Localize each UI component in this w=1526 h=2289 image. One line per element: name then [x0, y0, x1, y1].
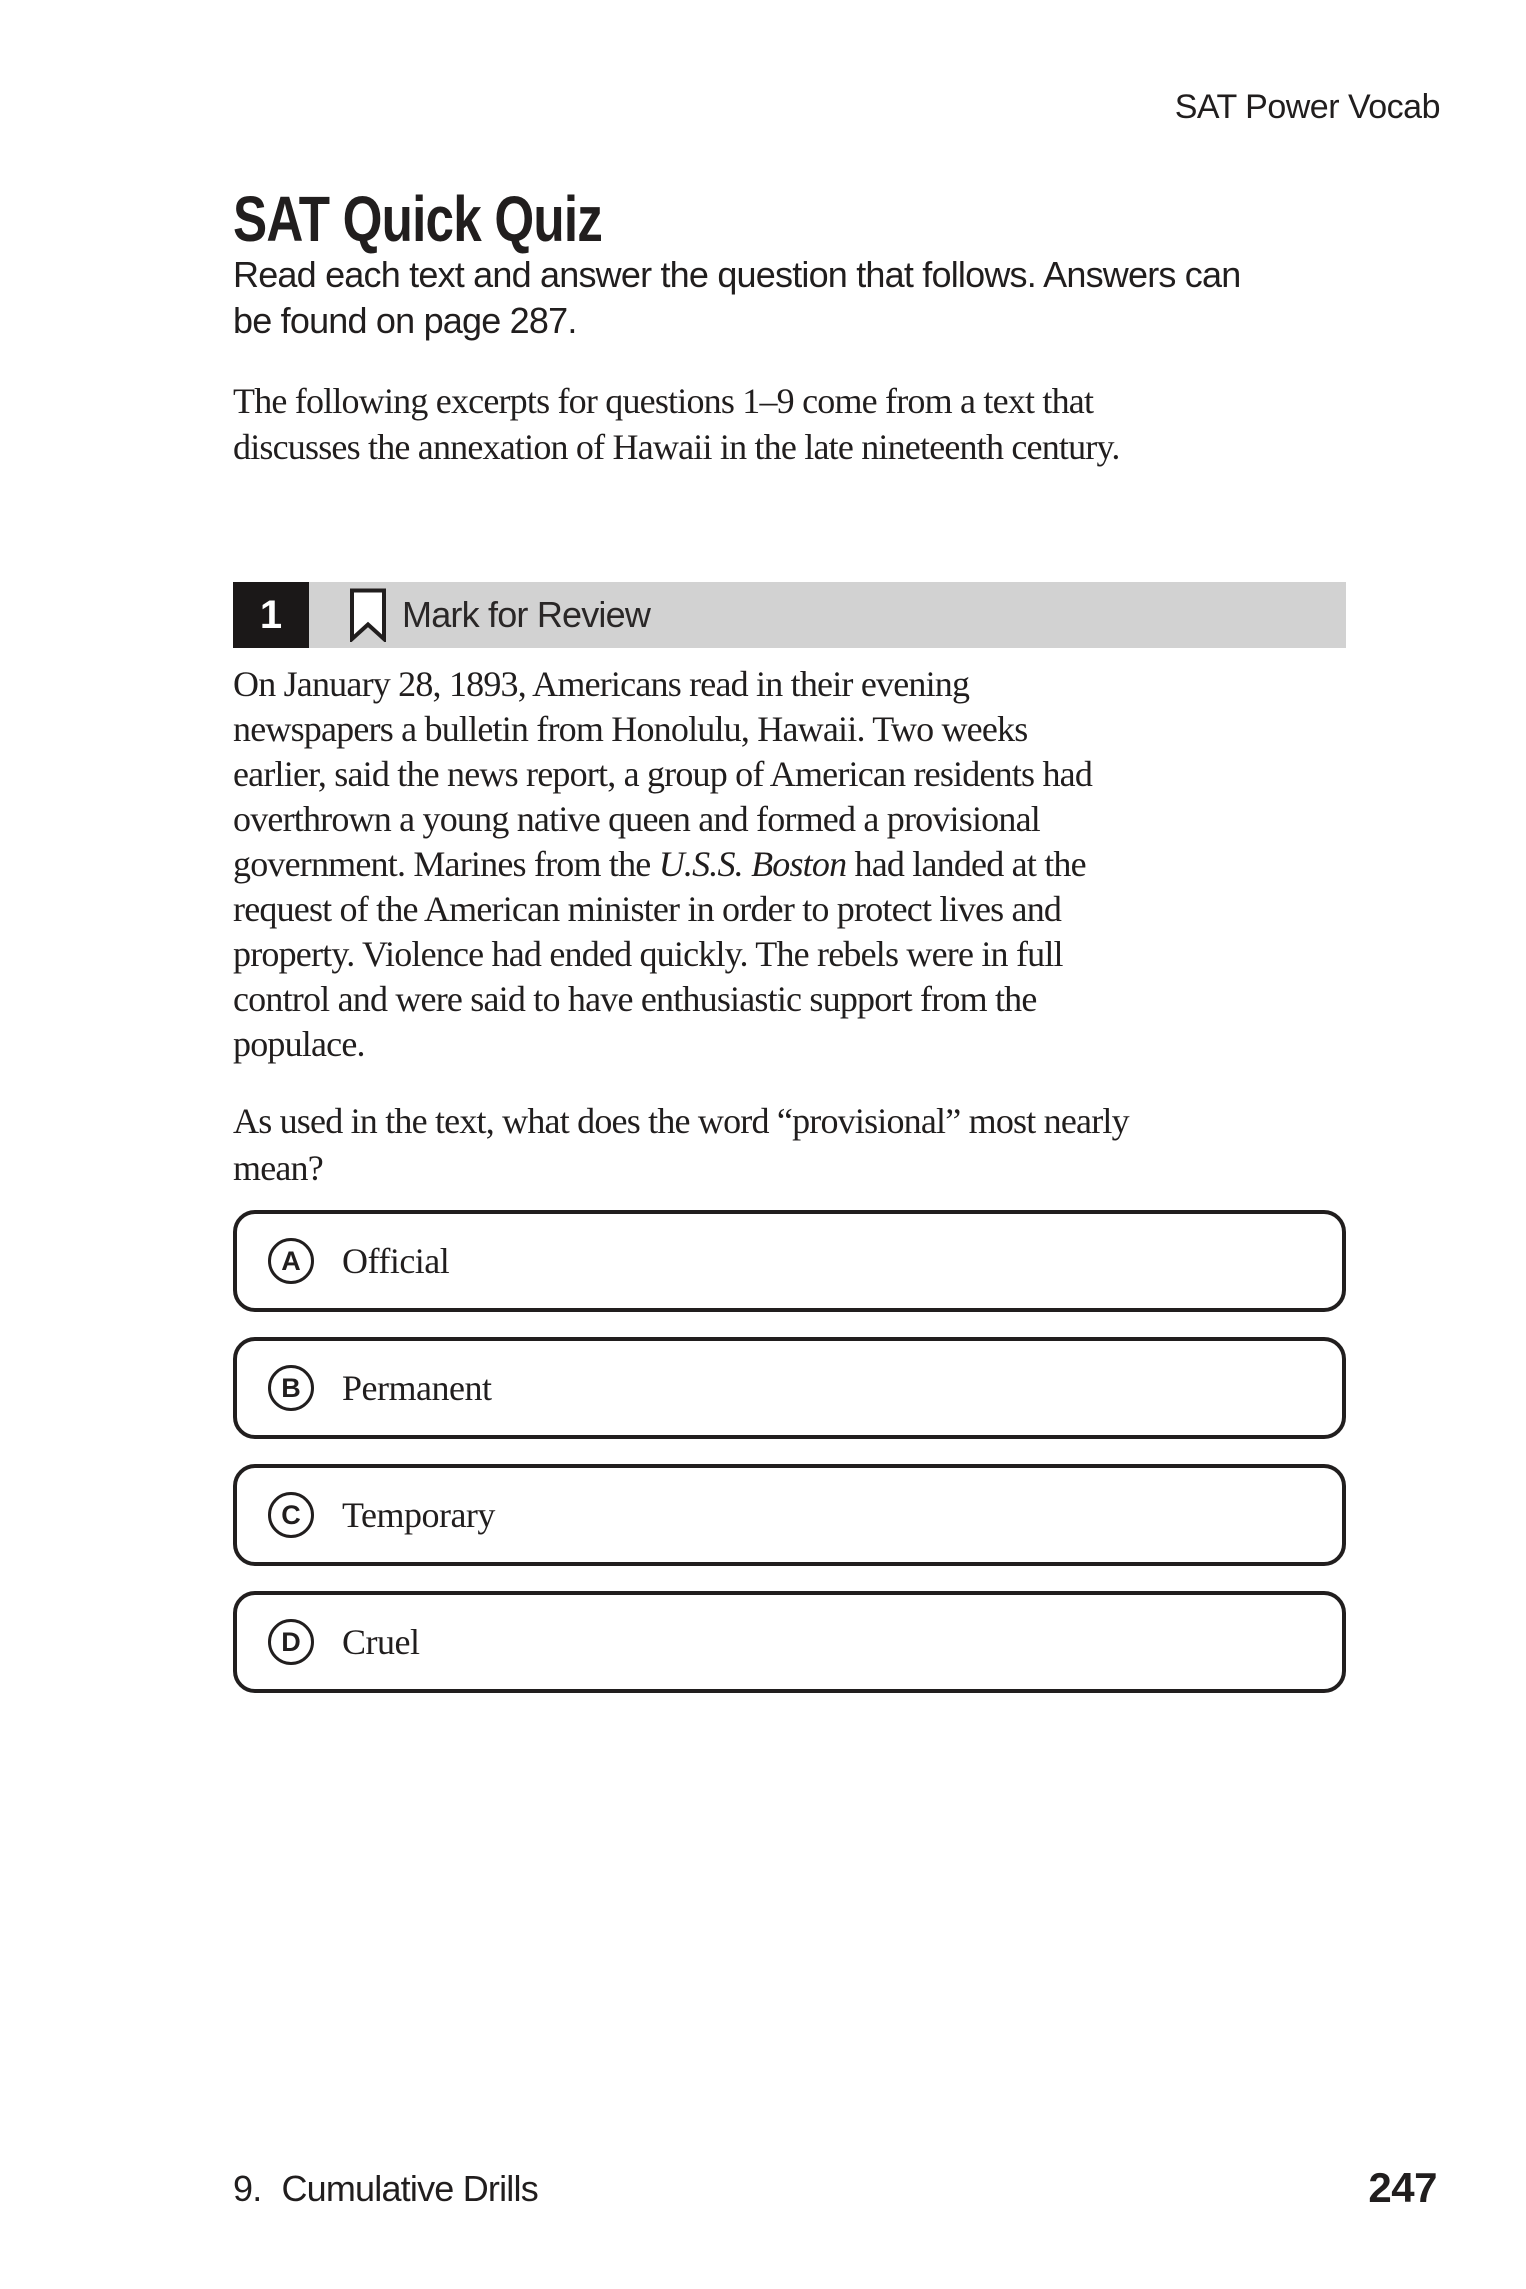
choice-label: Cruel — [342, 1622, 420, 1662]
passage-intro — [233, 378, 1120, 470]
choice-letter-badge: D — [268, 1619, 314, 1665]
question-prompt — [233, 1098, 1129, 1192]
passage-line: property. Violence had ended quickly. The rebels were in full — [233, 934, 1063, 974]
passage-line: overthrown a young native queen and formed a provisional — [233, 799, 1040, 839]
choice-letter-badge: A — [268, 1238, 314, 1284]
text-line: be found on page 287. — [233, 300, 577, 341]
question-number-badge: 1 — [233, 582, 309, 648]
choice-label: Temporary — [342, 1495, 495, 1535]
passage-line: earlier, said the news report, a group of American residents had — [233, 754, 1093, 794]
passage-line: populace. — [233, 1024, 365, 1064]
page-number: 247 — [1368, 2164, 1437, 2211]
choice-letter-badge: C — [268, 1492, 314, 1538]
text-line: Read each text and answer the question that follows. Answers can — [233, 254, 1241, 295]
passage-text — [233, 662, 1092, 1067]
chapter-number: 9. — [233, 2168, 262, 2209]
chapter-title: Cumulative Drills — [281, 2168, 538, 2209]
answer-choice[interactable] — [233, 1337, 1346, 1439]
footer — [233, 2168, 538, 2210]
passage-line: newspapers a bulletin from Honolulu, Hawaii. Two weeks — [233, 709, 1028, 749]
answer-choice[interactable] — [233, 1210, 1346, 1312]
text-line: As used in the text, what does the word “provisional” most nearly — [233, 1101, 1129, 1141]
bookmark-icon — [349, 588, 387, 642]
choice-label: Permanent — [342, 1368, 492, 1408]
answer-choices — [233, 1210, 1346, 1718]
text-line: discusses the annexation of Hawaii in the late nineteenth century. — [233, 427, 1120, 467]
page-title: SAT Quick Quiz — [233, 183, 603, 255]
passage-line: control and were said to have enthusiastic support from the — [233, 979, 1037, 1019]
answer-choice[interactable] — [233, 1591, 1346, 1693]
answer-choice[interactable] — [233, 1464, 1346, 1566]
mark-for-review-label: Mark for Review — [402, 594, 651, 635]
passage-line: government. Marines from the U.S.S. Boston had landed at the — [233, 844, 1086, 884]
choice-letter-badge: B — [268, 1365, 314, 1411]
passage-line: On January 28, 1893, Americans read in their evening — [233, 664, 970, 704]
passage-line: request of the American minister in order to protect lives and — [233, 889, 1062, 929]
quiz-instructions — [233, 252, 1240, 344]
text-line: The following excerpts for questions 1–9 come from a text that — [233, 381, 1094, 421]
question-toolbar — [233, 582, 1346, 648]
running-head: SAT Power Vocab — [1174, 88, 1440, 126]
mark-for-review-button[interactable] — [349, 588, 650, 642]
text-line: mean? — [233, 1148, 323, 1188]
choice-label: Official — [342, 1241, 450, 1281]
